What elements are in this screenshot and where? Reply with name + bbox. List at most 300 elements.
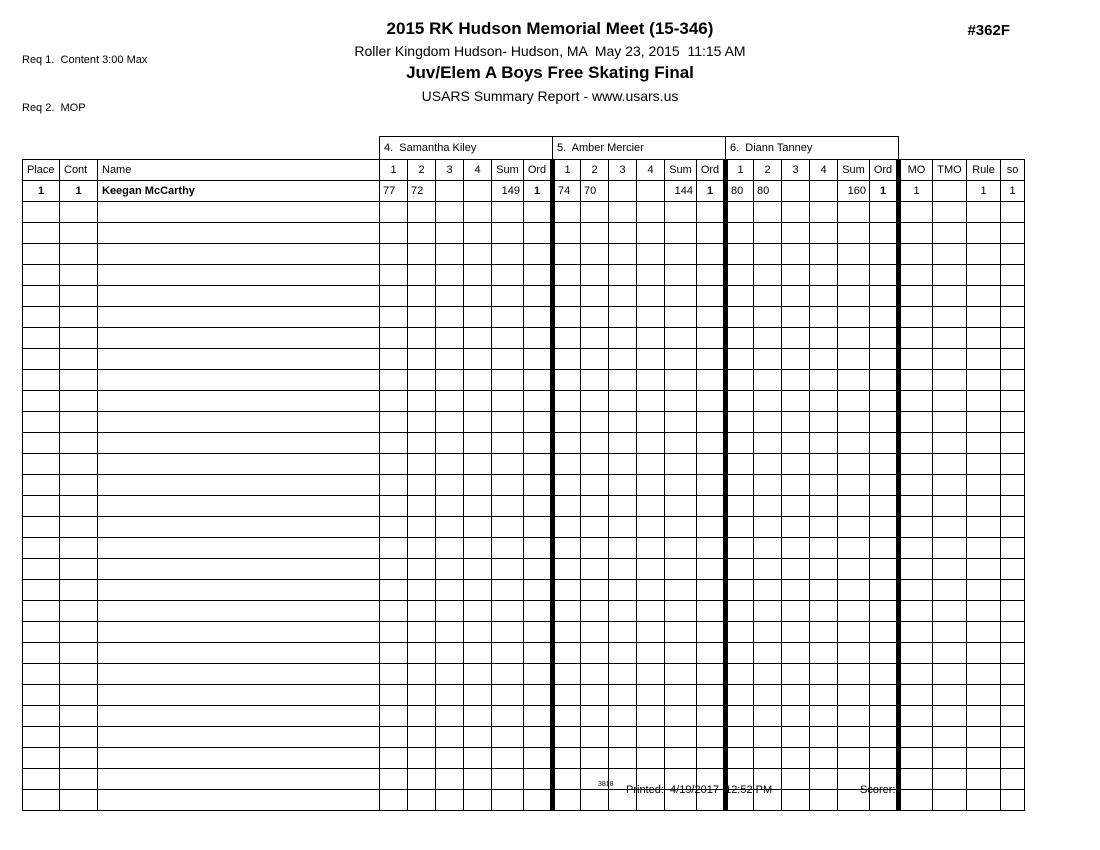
empty-cell — [810, 496, 838, 517]
empty-cell — [933, 202, 967, 223]
col-header-mo: MO — [899, 160, 933, 181]
col-header-j3-score2: 2 — [754, 160, 782, 181]
venue-line: Roller Kingdom Hudson- Hudson, MA May 23, 2015 11:15 AM — [354, 43, 746, 59]
empty-cell — [609, 202, 637, 223]
empty-cell — [408, 580, 436, 601]
empty-cell — [408, 664, 436, 685]
empty-cell — [581, 454, 609, 475]
empty-cell — [524, 580, 553, 601]
empty-cell — [1001, 748, 1025, 769]
empty-cell — [810, 307, 838, 328]
empty-cell — [464, 454, 492, 475]
empty-cell — [23, 685, 60, 706]
empty-cell — [665, 223, 697, 244]
empty-cell — [408, 643, 436, 664]
empty-cell — [637, 391, 665, 412]
empty-cell — [726, 454, 754, 475]
empty-cell — [609, 601, 637, 622]
empty-cell — [933, 370, 967, 391]
cell-j2-score1: 74 — [553, 181, 581, 202]
empty-cell — [754, 622, 782, 643]
empty-cell — [665, 748, 697, 769]
meet-title: 2015 RK Hudson Memorial Meet (15-346) — [386, 19, 714, 38]
empty-cell — [838, 265, 870, 286]
empty-cell — [899, 538, 933, 559]
empty-cell — [492, 475, 524, 496]
col-header-so: so — [1001, 160, 1025, 181]
empty-cell — [726, 391, 754, 412]
empty-cell — [933, 706, 967, 727]
empty-cell — [1001, 454, 1025, 475]
empty-cell — [1001, 433, 1025, 454]
empty-cell — [697, 244, 726, 265]
judge-header-2: 5. Amber Mercier — [553, 137, 726, 160]
empty-cell — [408, 538, 436, 559]
empty-cell — [581, 748, 609, 769]
empty-cell — [870, 601, 899, 622]
empty-cell — [967, 412, 1001, 433]
empty-cell — [782, 223, 810, 244]
empty-cell — [609, 622, 637, 643]
empty-cell — [838, 391, 870, 412]
empty-cell — [524, 370, 553, 391]
empty-cell — [726, 370, 754, 391]
empty-cell — [98, 475, 380, 496]
empty-cell — [899, 370, 933, 391]
empty-cell — [838, 517, 870, 538]
empty-cell — [870, 622, 899, 643]
empty-cell — [98, 328, 380, 349]
empty-cell — [23, 454, 60, 475]
empty-cell — [726, 706, 754, 727]
empty-cell — [408, 286, 436, 307]
empty-cell — [553, 601, 581, 622]
empty-cell — [464, 391, 492, 412]
empty-cell — [782, 580, 810, 601]
empty-cell — [23, 538, 60, 559]
empty-cell — [23, 286, 60, 307]
empty-cell — [899, 580, 933, 601]
empty-cell — [380, 265, 408, 286]
col-header-j1-score3: 3 — [436, 160, 464, 181]
empty-cell — [782, 349, 810, 370]
empty-cell — [60, 601, 98, 622]
empty-cell — [492, 202, 524, 223]
empty-cell — [553, 391, 581, 412]
empty-cell — [933, 307, 967, 328]
empty-cell — [609, 496, 637, 517]
empty-cell — [870, 496, 899, 517]
col-header-place: Place — [23, 160, 60, 181]
empty-row — [23, 433, 1025, 454]
empty-cell — [380, 538, 408, 559]
empty-cell — [782, 517, 810, 538]
empty-cell — [609, 643, 637, 664]
empty-cell — [553, 685, 581, 706]
empty-cell — [492, 223, 524, 244]
empty-cell — [581, 706, 609, 727]
empty-cell — [1001, 727, 1025, 748]
empty-cell — [60, 622, 98, 643]
empty-cell — [665, 328, 697, 349]
empty-row — [23, 559, 1025, 580]
empty-cell — [933, 223, 967, 244]
empty-cell — [754, 202, 782, 223]
col-header-rule: Rule — [967, 160, 1001, 181]
empty-cell — [98, 433, 380, 454]
empty-cell — [380, 370, 408, 391]
empty-cell — [553, 748, 581, 769]
col-header-j3-ord: Ord — [870, 160, 899, 181]
empty-cell — [726, 475, 754, 496]
empty-cell — [609, 706, 637, 727]
empty-cell — [870, 748, 899, 769]
empty-cell — [637, 496, 665, 517]
empty-cell — [870, 454, 899, 475]
empty-cell — [810, 559, 838, 580]
empty-cell — [408, 223, 436, 244]
empty-cell — [436, 622, 464, 643]
col-header-cont: Cont — [60, 160, 98, 181]
empty-cell — [380, 433, 408, 454]
empty-cell — [665, 706, 697, 727]
event-title: Juv/Elem A Boys Free Skating Final — [406, 63, 694, 82]
empty-cell — [810, 580, 838, 601]
empty-cell — [697, 496, 726, 517]
empty-cell — [524, 454, 553, 475]
empty-cell — [23, 559, 60, 580]
col-header-j2-score3: 3 — [609, 160, 637, 181]
empty-cell — [665, 580, 697, 601]
col-header-j1-score1: 1 — [380, 160, 408, 181]
empty-cell — [553, 349, 581, 370]
empty-cell — [524, 706, 553, 727]
empty-row — [23, 685, 1025, 706]
empty-row — [23, 643, 1025, 664]
col-header-name: Name — [98, 160, 380, 181]
empty-cell — [609, 685, 637, 706]
empty-cell — [754, 286, 782, 307]
empty-cell — [1001, 559, 1025, 580]
empty-cell — [726, 265, 754, 286]
empty-cell — [899, 454, 933, 475]
empty-row — [23, 601, 1025, 622]
empty-cell — [436, 391, 464, 412]
empty-cell — [754, 244, 782, 265]
empty-cell — [782, 412, 810, 433]
empty-cell — [899, 643, 933, 664]
empty-cell — [436, 706, 464, 727]
empty-cell — [464, 202, 492, 223]
empty-cell — [464, 685, 492, 706]
cell-j1-score1: 77 — [380, 181, 408, 202]
empty-cell — [23, 223, 60, 244]
empty-cell — [933, 265, 967, 286]
empty-cell — [637, 748, 665, 769]
empty-cell — [933, 748, 967, 769]
empty-cell — [1001, 244, 1025, 265]
empty-cell — [60, 328, 98, 349]
empty-cell — [754, 706, 782, 727]
empty-cell — [697, 748, 726, 769]
empty-cell — [436, 433, 464, 454]
empty-cell — [380, 307, 408, 328]
empty-cell — [838, 706, 870, 727]
empty-cell — [553, 202, 581, 223]
empty-cell — [98, 202, 380, 223]
empty-cell — [967, 706, 1001, 727]
empty-cell — [380, 202, 408, 223]
empty-cell — [754, 412, 782, 433]
empty-cell — [810, 328, 838, 349]
empty-cell — [380, 412, 408, 433]
empty-cell — [23, 643, 60, 664]
empty-cell — [492, 706, 524, 727]
empty-cell — [665, 517, 697, 538]
empty-cell — [524, 664, 553, 685]
printed-label: Printed: 4/19/2017 12:52 PM — [626, 784, 773, 796]
empty-cell — [665, 475, 697, 496]
cell-name: Keegan McCarthy — [98, 181, 380, 202]
empty-cell — [492, 580, 524, 601]
empty-cell — [553, 496, 581, 517]
empty-cell — [436, 559, 464, 580]
empty-cell — [899, 244, 933, 265]
empty-cell — [553, 538, 581, 559]
empty-cell — [436, 370, 464, 391]
empty-cell — [524, 538, 553, 559]
empty-cell — [436, 454, 464, 475]
empty-cell — [23, 580, 60, 601]
empty-cell — [60, 286, 98, 307]
empty-cell — [782, 622, 810, 643]
empty-cell — [23, 433, 60, 454]
empty-row — [23, 517, 1025, 538]
empty-cell — [697, 286, 726, 307]
empty-cell — [870, 727, 899, 748]
empty-cell — [408, 685, 436, 706]
empty-cell — [810, 244, 838, 265]
empty-cell — [23, 202, 60, 223]
empty-cell — [697, 391, 726, 412]
empty-cell — [637, 328, 665, 349]
empty-cell — [553, 643, 581, 664]
empty-cell — [581, 517, 609, 538]
empty-cell — [464, 580, 492, 601]
summary-table — [22, 136, 1025, 811]
empty-cell — [1001, 538, 1025, 559]
empty-cell — [524, 391, 553, 412]
empty-cell — [464, 286, 492, 307]
empty-cell — [870, 412, 899, 433]
empty-cell — [899, 559, 933, 580]
empty-cell — [933, 328, 967, 349]
empty-cell — [838, 475, 870, 496]
empty-cell — [436, 202, 464, 223]
empty-cell — [60, 475, 98, 496]
empty-cell — [870, 328, 899, 349]
empty-cell — [23, 349, 60, 370]
empty-cell — [581, 559, 609, 580]
empty-cell — [23, 706, 60, 727]
empty-cell — [782, 748, 810, 769]
empty-cell — [23, 370, 60, 391]
empty-cell — [810, 727, 838, 748]
empty-cell — [870, 202, 899, 223]
empty-cell — [581, 307, 609, 328]
empty-cell — [754, 433, 782, 454]
empty-cell — [899, 601, 933, 622]
empty-cell — [1001, 265, 1025, 286]
empty-cell — [609, 433, 637, 454]
empty-cell — [967, 517, 1001, 538]
empty-cell — [553, 244, 581, 265]
empty-cell — [838, 223, 870, 244]
empty-cell — [524, 622, 553, 643]
col-header-j2-sum: Sum — [665, 160, 697, 181]
empty-cell — [464, 223, 492, 244]
empty-cell — [665, 202, 697, 223]
empty-cell — [697, 223, 726, 244]
empty-cell — [810, 412, 838, 433]
empty-row — [23, 202, 1025, 223]
cell-rule: 1 — [967, 181, 1001, 202]
empty-cell — [810, 475, 838, 496]
empty-cell — [492, 559, 524, 580]
empty-cell — [967, 454, 1001, 475]
empty-cell — [665, 559, 697, 580]
empty-cell — [524, 244, 553, 265]
empty-cell — [380, 244, 408, 265]
empty-cell — [492, 601, 524, 622]
empty-cell — [98, 244, 380, 265]
empty-cell — [23, 601, 60, 622]
judge-header-3: 6. Diann Tanney — [726, 137, 899, 160]
empty-cell — [380, 580, 408, 601]
empty-cell — [436, 538, 464, 559]
empty-cell — [464, 643, 492, 664]
empty-row — [23, 664, 1025, 685]
empty-cell — [870, 307, 899, 328]
empty-cell — [380, 643, 408, 664]
empty-cell — [60, 706, 98, 727]
empty-cell — [933, 496, 967, 517]
empty-cell — [524, 727, 553, 748]
empty-cell — [581, 580, 609, 601]
empty-cell — [408, 265, 436, 286]
empty-cell — [665, 244, 697, 265]
empty-cell — [754, 307, 782, 328]
empty-cell — [553, 433, 581, 454]
empty-cell — [408, 412, 436, 433]
empty-cell — [782, 307, 810, 328]
empty-cell — [60, 685, 98, 706]
empty-cell — [1001, 664, 1025, 685]
empty-cell — [492, 748, 524, 769]
empty-cell — [782, 601, 810, 622]
empty-cell — [870, 244, 899, 265]
empty-cell — [609, 286, 637, 307]
empty-cell — [524, 517, 553, 538]
empty-cell — [782, 706, 810, 727]
empty-row — [23, 454, 1025, 475]
empty-cell — [697, 622, 726, 643]
empty-cell — [697, 601, 726, 622]
empty-cell — [1001, 223, 1025, 244]
empty-cell — [436, 265, 464, 286]
col-header-j1-sum: Sum — [492, 160, 524, 181]
empty-cell — [665, 727, 697, 748]
empty-cell — [553, 307, 581, 328]
empty-cell — [408, 244, 436, 265]
empty-cell — [1001, 706, 1025, 727]
col-header-j3-score4: 4 — [810, 160, 838, 181]
empty-cell — [782, 265, 810, 286]
empty-cell — [637, 370, 665, 391]
empty-cell — [408, 475, 436, 496]
empty-cell — [870, 286, 899, 307]
empty-cell — [697, 265, 726, 286]
empty-cell — [754, 748, 782, 769]
empty-cell — [637, 601, 665, 622]
empty-cell — [967, 370, 1001, 391]
empty-cell — [870, 706, 899, 727]
empty-cell — [870, 580, 899, 601]
empty-cell — [933, 580, 967, 601]
cell-j3-ord: 1 — [870, 181, 899, 202]
empty-cell — [23, 475, 60, 496]
empty-cell — [23, 307, 60, 328]
empty-cell — [665, 685, 697, 706]
empty-cell — [581, 412, 609, 433]
empty-cell — [838, 685, 870, 706]
empty-cell — [553, 580, 581, 601]
empty-cell — [553, 454, 581, 475]
empty-cell — [553, 328, 581, 349]
empty-cell — [838, 307, 870, 328]
empty-cell — [553, 727, 581, 748]
empty-cell — [810, 433, 838, 454]
empty-cell — [637, 706, 665, 727]
empty-cell — [665, 664, 697, 685]
empty-cell — [23, 496, 60, 517]
empty-row — [23, 706, 1025, 727]
empty-cell — [754, 328, 782, 349]
empty-cell — [98, 307, 380, 328]
cell-j3-score4 — [810, 181, 838, 202]
cell-j3-sum: 160 — [838, 181, 870, 202]
empty-cell — [838, 580, 870, 601]
empty-cell — [697, 517, 726, 538]
col-header-j2-score1: 1 — [553, 160, 581, 181]
empty-cell — [726, 622, 754, 643]
empty-cell — [726, 223, 754, 244]
empty-row — [23, 496, 1025, 517]
empty-cell — [754, 370, 782, 391]
empty-cell — [899, 475, 933, 496]
empty-cell — [754, 349, 782, 370]
empty-cell — [1001, 580, 1025, 601]
empty-cell — [810, 265, 838, 286]
empty-cell — [464, 496, 492, 517]
empty-cell — [726, 748, 754, 769]
empty-cell — [98, 559, 380, 580]
empty-cell — [492, 685, 524, 706]
empty-row — [23, 223, 1025, 244]
col-header-j2-ord: Ord — [697, 160, 726, 181]
empty-cell — [810, 223, 838, 244]
empty-cell — [553, 265, 581, 286]
